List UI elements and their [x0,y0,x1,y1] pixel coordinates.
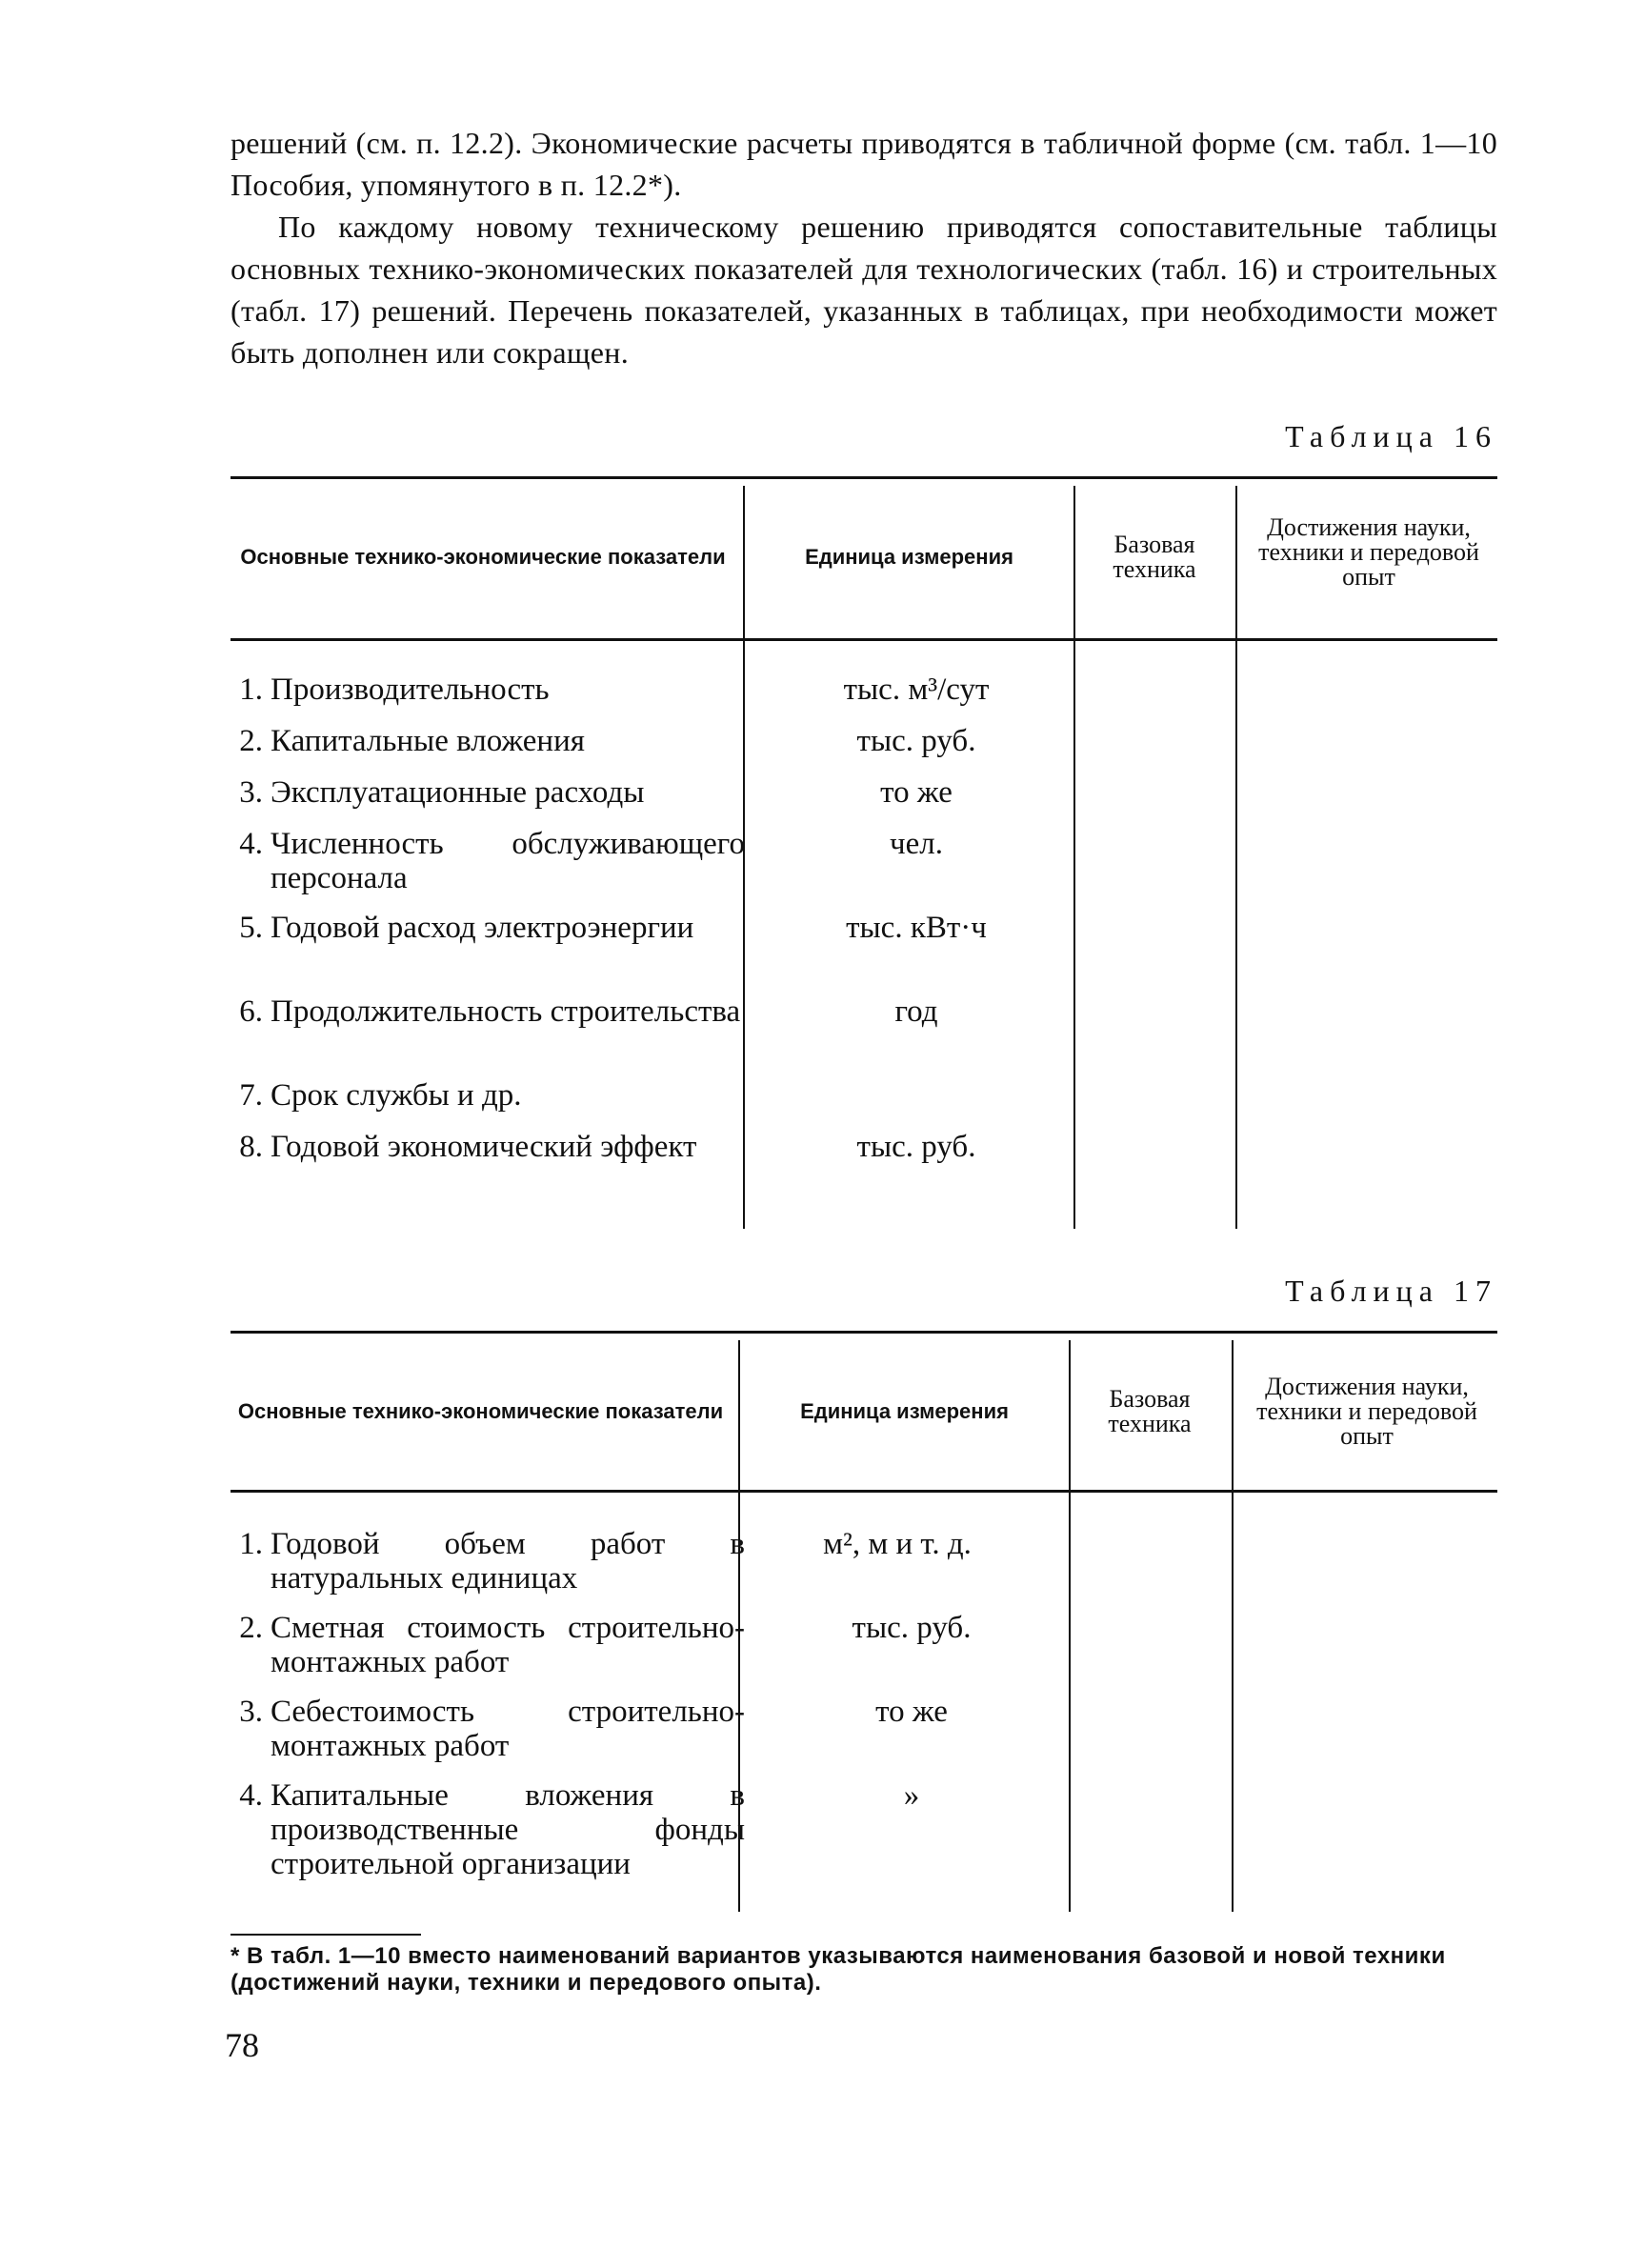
table16-header-base: Базовая техника [1113,531,1196,583]
row-number: 6. [239,994,263,1029]
table17-header-indicator: Основные технико-экономические показатели [237,1399,724,1423]
page-number: 78 [225,2026,259,2064]
footnote: * В табл. 1—10 вместо наименований вариантов указываются наименования базовой и новой техники (достижений науки, техники и передового опыта). [231,1943,1446,1996]
table17-header-unit: Единица измерения [800,1399,1009,1423]
row-number: 2. [239,1611,263,1645]
table17-header-base: Базовая техника [1108,1385,1192,1437]
indicator-name: Годовой объем работ в натуральных единицах [271,1527,745,1596]
indicator-name: Численность обслуживающего персонала [271,827,745,895]
indicator-unit: чел. [890,827,943,861]
row-number: 3. [239,775,263,810]
row-number: 8. [239,1130,263,1164]
indicator-name: Себестоимость строительно-монтажных работ [271,1695,745,1763]
indicator-unit: » [903,1778,920,1813]
row-number: 4. [239,1778,263,1813]
indicator-unit: тыс. кВт·ч [846,911,987,945]
indicator-name: Капитальные вложения в производственные фонды строительной организации [271,1778,745,1881]
indicator-name: Срок службы и др. [271,1078,522,1113]
table17-caption: Таблица 17 [1285,1274,1497,1308]
indicator-unit: год [894,994,938,1029]
indicator-name: Сметная стоимость строительно-монтажных работ [271,1611,745,1679]
indicator-unit: то же [880,775,953,810]
table16 [231,476,1497,1238]
table16-header-achievements: Достижения науки, техники и передовой опыт [1258,513,1479,591]
indicator-name: Годовой экономический эффект [271,1130,697,1164]
indicator-unit: тыс. руб. [856,724,976,758]
row-number: 3. [239,1695,263,1729]
indicator-unit: то же [875,1695,948,1729]
table17-header-achievements: Достижения науки, техники и передовой опыт [1256,1373,1477,1450]
row-number: 1. [239,672,263,707]
indicator-name: Капитальные вложения [271,724,585,758]
paragraph-1: решений (см. п. 12.2). Экономические расчеты приводятся в табличной форме (см. табл. 1—10 Пособия, упомянутого в п. 12.2*). [231,126,1497,202]
row-number: 7. [239,1078,263,1113]
indicator-unit: тыс. руб. [852,1611,972,1645]
indicator-unit: м², м и т. д. [823,1527,972,1561]
paragraph-2: По каждому новому техническому решению приводятся сопоставительные таблицы основных технико-экономических показателей для технологических (табл. 16) и строительных (табл. 17) решений. Перечень показателей, указанных в таблицах, при необходимости может быть дополнен или сокращен. [231,210,1497,370]
indicator-name: Продолжительность строительства [271,994,741,1029]
table16-caption: Таблица 16 [1285,419,1497,453]
footnote-rule [231,1934,421,1936]
indicator-name: Годовой расход электроэнергии [271,911,694,945]
table16-header-indicator: Основные технико-экономические показатели [240,545,726,569]
row-number: 1. [239,1527,263,1561]
row-number: 4. [239,827,263,861]
table16-header-unit: Единица измерения [805,545,1013,569]
table17 [231,1331,1497,1931]
row-number: 2. [239,724,263,758]
indicator-name: Эксплуатационные расходы [271,775,645,810]
indicator-name: Производительность [271,672,550,707]
row-number: 5. [239,911,263,945]
indicator-unit: тыс. руб. [856,1130,976,1164]
indicator-unit: тыс. м³/сут [843,672,990,707]
